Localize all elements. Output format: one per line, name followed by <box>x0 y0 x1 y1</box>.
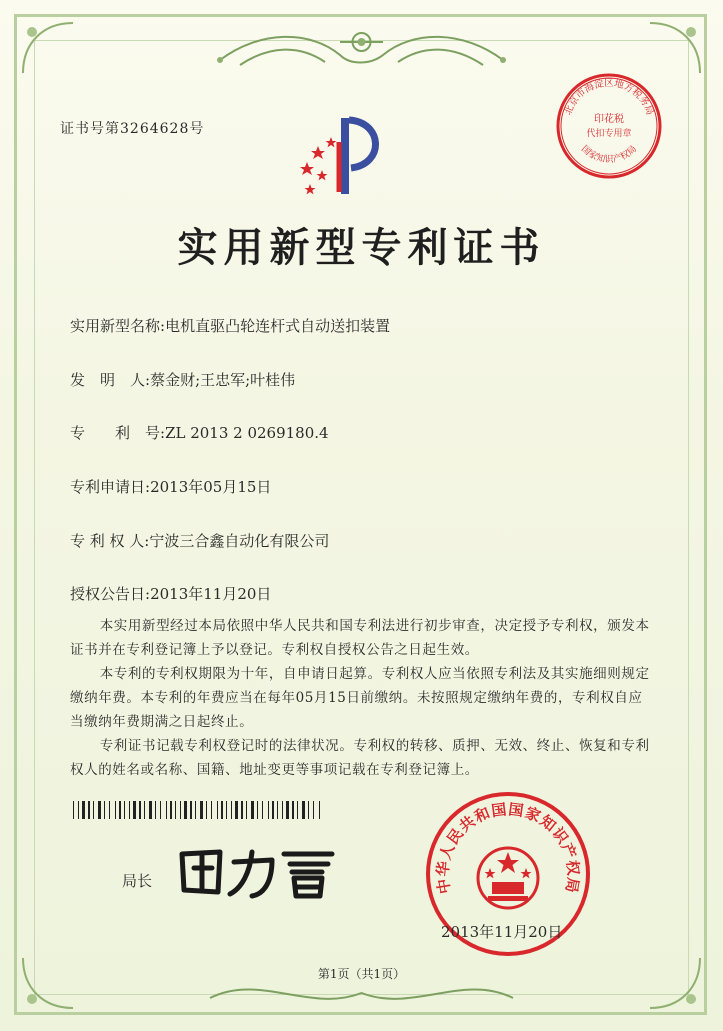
barcode-bar <box>180 801 181 819</box>
corner-ornament-tl <box>18 18 78 78</box>
field-value: 2013年11月20日 <box>150 585 272 603</box>
field-grant-date <box>70 583 271 604</box>
barcode-bar <box>115 801 116 819</box>
body-paragraph: 本实用新型经过本局依照中华人民共和国专利法进行初步审查，决定授予专利权，颁发本证书并在专利登记簿上予以登记。专利权自授权公告之日起生效。 <box>70 618 650 658</box>
patent-office-logo <box>293 112 389 196</box>
svg-text:北京市海淀区地方税务局 <box>562 77 656 117</box>
barcode-bar <box>149 801 152 819</box>
certificate-title: 实用新型专利证书 <box>177 224 546 271</box>
barcode-bar <box>144 801 145 819</box>
barcode-bar <box>195 801 196 819</box>
seal-arc-text: 中华人民共和国国家知识产权局 <box>433 800 583 896</box>
barcode-bar <box>246 801 247 819</box>
barcode-bar <box>190 801 192 819</box>
barcode-bar <box>282 801 283 819</box>
director-label: 局长 <box>122 872 153 890</box>
field-label: 专 利 权 人: <box>70 532 150 550</box>
barcode-bar <box>175 801 176 819</box>
field-name <box>70 315 390 336</box>
field-label: 实用新型名称: <box>70 317 166 335</box>
barcode-bar <box>129 801 130 819</box>
body-paragraph: 专利证书记载专利权登记时的法律状况。专利权的转移、质押、无效、终止、恢复和专利权人的姓名或名称、国籍、地址变更等事项记载在专利登记簿上。 <box>70 738 650 778</box>
barcode-bar <box>319 801 320 819</box>
director-signature <box>172 842 342 902</box>
barcode-bar <box>292 801 294 819</box>
tax-seal-line-1: 印花税 <box>594 114 624 125</box>
barcode-bar <box>277 801 278 819</box>
field-value: 蔡金财;王忠军;叶桂伟 <box>150 371 296 389</box>
barcode-bar <box>82 801 85 819</box>
field-value: 电机直驱凸轮连杆式自动送扣装置 <box>165 317 391 335</box>
barcode-bar <box>160 801 161 819</box>
tax-seal <box>555 72 663 180</box>
barcode-bar <box>200 801 203 819</box>
field-label: 专 利 号: <box>70 424 166 442</box>
svg-text:国家知识产权局 <box>579 143 639 165</box>
barcode-bar <box>235 801 238 819</box>
top-ornament <box>200 20 523 80</box>
barcode-bar <box>98 801 101 819</box>
barcode-bar <box>206 801 207 819</box>
field-value: 2013年05月15日 <box>150 478 272 496</box>
barcode-bar <box>104 801 105 819</box>
certificate-number: 证书号第3264628号 <box>60 121 205 137</box>
corner-ornament-tr <box>645 18 705 78</box>
barcode-bar <box>313 801 314 819</box>
barcode-bar <box>231 801 232 819</box>
field-patent-number <box>70 422 329 443</box>
barcode-bar <box>272 801 274 819</box>
barcode-bar <box>286 801 289 819</box>
field-patentee <box>70 530 329 551</box>
barcode-bar <box>257 801 258 819</box>
barcode-bar <box>217 801 218 819</box>
barcode-bar <box>241 801 243 819</box>
barcode-bar <box>184 801 187 819</box>
barcode-bar <box>88 801 90 819</box>
body-paragraph: 本专利的专利权期限为十年，自申请日起算。专利权人应当依照专利法及其实施细则规定缴纳年费。本专利的年费应当在每年05月15日前缴纳。未按照规定缴纳年费的，专利权自应当缴纳年费期满之日起终止。 <box>70 666 650 730</box>
barcode-bar <box>297 801 298 819</box>
field-value: 宁波三合鑫自动化有限公司 <box>149 532 330 550</box>
barcode-bar <box>139 801 141 819</box>
barcode-bar <box>226 801 227 819</box>
barcode-bar <box>251 801 254 819</box>
barcode-bar <box>170 801 172 819</box>
corner-ornament-bl <box>18 953 78 1013</box>
barcode-bar <box>302 801 305 819</box>
barcode-bar <box>73 801 74 819</box>
barcode-bar <box>166 801 167 819</box>
field-label: 专利申请日: <box>70 478 151 496</box>
page-indicator: 第1页（共1页） <box>317 967 406 981</box>
corner-ornament-br <box>645 953 705 1013</box>
barcode-bar <box>308 801 309 819</box>
barcode-bar <box>221 801 223 819</box>
barcode-bar <box>109 801 110 819</box>
barcode-bar <box>119 801 121 819</box>
barcode-bar <box>262 801 263 819</box>
barcode <box>73 801 325 819</box>
barcode-bar <box>133 801 136 819</box>
barcode-bar <box>268 801 269 819</box>
barcode-bar <box>155 801 156 819</box>
barcode-bar <box>124 801 125 819</box>
tax-seal-line-2: 代扣专用章 <box>586 129 632 139</box>
seal-date: 2013年11月20日 <box>441 923 563 941</box>
barcode-bar <box>78 801 79 819</box>
field-application-date <box>70 476 271 497</box>
barcode-bar <box>93 801 94 819</box>
field-label: 发 明 人: <box>70 371 151 389</box>
tax-seal-bottom-text: 国家知识产权局 <box>578 144 640 166</box>
field-label: 授权公告日: <box>70 585 151 603</box>
tax-seal-arc-text: 北京市海淀区地方税务局 <box>562 78 656 117</box>
barcode-bar <box>211 801 212 819</box>
field-value: ZL 2013 2 0269180.4 <box>165 424 329 442</box>
field-inventors <box>70 369 295 390</box>
